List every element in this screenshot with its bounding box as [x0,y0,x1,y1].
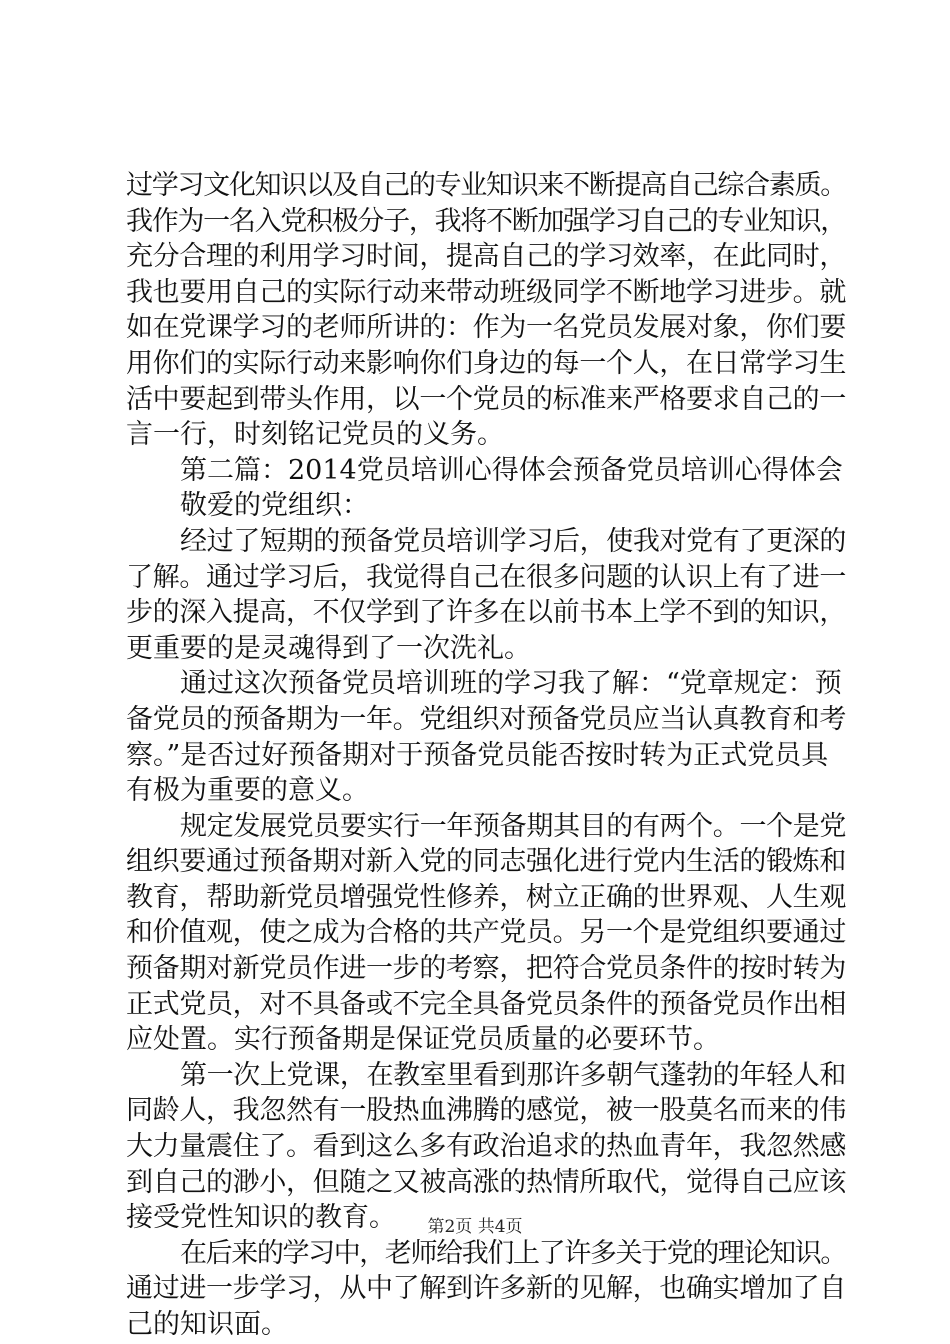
text-line: 大力量震住了。看到这么多有政治追求的热血青年，我忽然感 [126,1131,846,1163]
text-line: 经过了短期的预备党员培训学习后，使我对党有了更深的 [180,525,846,557]
text-line: 己的知识面。 [126,1309,288,1340]
text-line: 更重要的是灵魂得到了一次洗礼。 [126,632,531,664]
text-line: 言一行，时刻铭记党员的义务。 [126,419,504,451]
page-footer: 第2页 共4页 [427,1217,523,1237]
text-line: 和价值观，使之成为合格的共产党员。另一个是党组织要通过 [126,917,846,949]
text-line: 敬爱的党组织： [180,490,369,522]
text-line: 同龄人，我忽然有一股热血沸腾的感觉，被一股莫名而来的伟 [126,1095,846,1127]
document-body [126,168,846,1343]
text-line: 应处置。实行预备期是保证党员质量的必要环节。 [126,1024,720,1056]
text-line: 我也要用自己的实际行动来带动班级同学不断地学习进步。就 [126,276,846,308]
text-line: 充分合理的利用学习时间，提高自己的学习效率，在此同时， [126,241,846,273]
text-line: 通过进一步学习，从中了解到许多新的见解，也确实增加了自 [126,1273,846,1305]
text-line: 过学习文化知识以及自己的专业知识来不断提高自己综合素质。 [126,170,846,201]
text-line: 察。”是否过好预备期对于预备党员能否按时转为正式党员具 [126,739,829,771]
text-line: 第二篇：2014党员培训心得体会预备党员培训心得体会 [180,454,843,486]
text-line: 到自己的渺小，但随之又被高涨的热情所取代，觉得自己应该 [126,1166,846,1198]
text-line: 预备期对新党员作进一步的考察，把符合党员条件的按时转为 [126,953,846,985]
text-line: 如在党课学习的老师所讲的：作为一名党员发展对象，你们要 [126,312,846,344]
text-line: 规定发展党员要实行一年预备期其目的有两个。一个是党 [180,810,846,842]
text-line: 正式党员，对不具备或不完全具备党员条件的预备党员作出相 [126,988,846,1020]
text-line: 备党员的预备期为一年。党组织对预备党员应当认真教育和考 [126,703,846,735]
text-line: 教育，帮助新党员增强党性修养，树立正确的世界观、人生观 [126,881,846,913]
text-line: 组织要通过预备期对新入党的同志强化进行党内生活的锻炼和 [126,846,846,878]
text-line: 接受党性知识的教育。 [126,1202,396,1234]
text-line: 用你们的实际行动来影响你们身边的每一个人，在日常学习生 [126,347,846,379]
text-line: 步的深入提高，不仅学到了许多在以前书本上学不到的知识， [126,597,846,629]
text-line: 通过这次预备党员培训班的学习我了解：“党章规定：预 [180,668,842,700]
text-line: 第一次上党课，在教室里看到那许多朝气蓬勃的年轻人和 [180,1059,846,1091]
text-line: 了解。通过学习后，我觉得自己在很多问题的认识上有了进一 [126,561,846,593]
text-line: 活中要起到带头作用，以一个党员的标准来严格要求自己的一 [126,383,846,415]
text-line: 在后来的学习中，老师给我们上了许多关于党的理论知识。 [180,1237,846,1269]
text-line: 有极为重要的意义。 [126,775,369,807]
text-line: 我作为一名入党积极分子，我将不断加强学习自己的专业知识， [126,205,846,237]
